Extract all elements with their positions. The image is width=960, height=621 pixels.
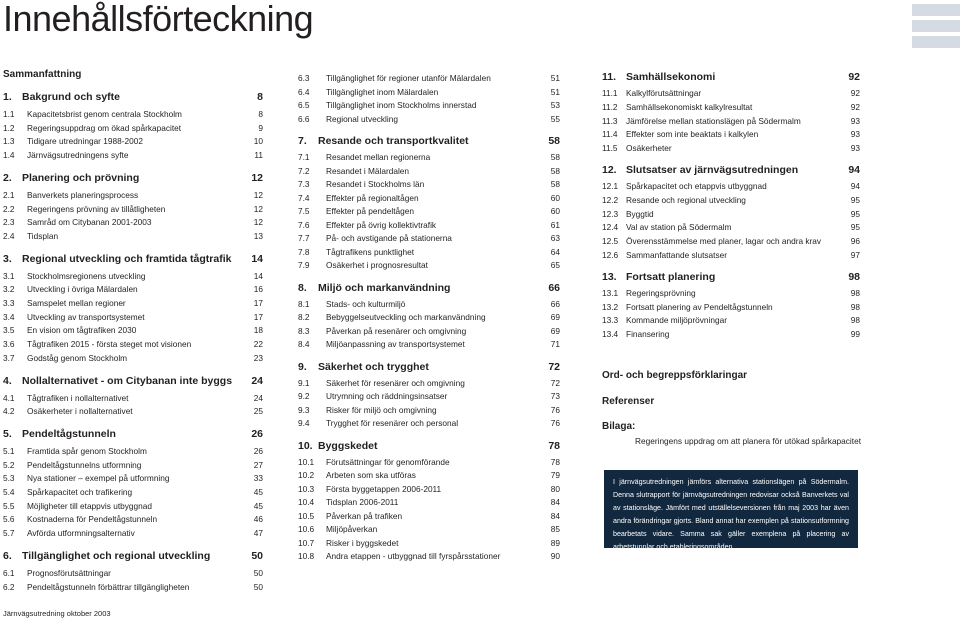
toc-number: 11.5	[602, 143, 618, 154]
toc-page-number: 47	[253, 528, 263, 539]
toc-page-number: 76	[550, 418, 560, 428]
references-heading: Referenser	[602, 396, 655, 407]
toc-page-number: 50	[253, 567, 263, 578]
toc-title: Osäkerheter i nollalternativet	[27, 406, 133, 417]
toc-title: Andra etappen - utbyggnad till fyrspårsstationer	[326, 551, 501, 561]
toc-number: 1.4	[3, 150, 15, 161]
toc-page-number: 45	[253, 500, 263, 511]
toc-page-number: 8	[258, 109, 263, 119]
toc-number: 7.3	[298, 179, 310, 189]
toc-title: Samhällsekonomi	[626, 71, 716, 83]
toc-number: 11.2	[602, 101, 618, 112]
toc-title: Kapacitetsbrist genom centrala Stockholm	[27, 109, 182, 119]
toc-title: Påverkan på trafiken	[326, 510, 403, 521]
toc-page-number: 14	[253, 270, 263, 281]
toc-number: 8.3	[298, 325, 310, 336]
toc-title: Fortsatt planering av Pendeltågstunneln	[626, 301, 773, 312]
toc-number: 7.8	[298, 246, 310, 257]
toc-number: 2.1	[3, 189, 15, 200]
toc-title: Utrymning och räddningsinsatser	[326, 391, 448, 401]
toc-title: Tågtrafiken i nollalternativet	[27, 392, 129, 403]
toc-number: 12.	[602, 164, 617, 176]
toc-number: 7.9	[298, 260, 310, 270]
toc-page-number: 25	[253, 406, 263, 417]
toc-page-number: 72	[550, 377, 560, 388]
toc-title: Stads- och kulturmiljö	[326, 298, 406, 309]
toc-number: 13.4	[602, 329, 619, 340]
toc-number: 11.	[602, 71, 617, 83]
toc-number: 13.	[602, 270, 617, 283]
toc-title: Godståg genom Stockholm	[27, 352, 128, 363]
toc-page-number: 95	[850, 222, 860, 233]
toc-title: Tidsplan 2006-2011	[326, 497, 399, 507]
toc-title: Nya stationer – exempel på utformning	[27, 473, 170, 484]
toc-page-number: 93	[850, 115, 860, 126]
toc-page-number: 16	[253, 284, 263, 295]
toc-page-number: 98	[850, 301, 860, 312]
toc-number: 5.6	[3, 514, 15, 525]
toc-number: 7.2	[298, 165, 310, 176]
toc-page-number: 50	[253, 581, 263, 592]
toc-title: Osäkerhet i prognosresultat	[326, 260, 428, 270]
toc-page-number: 51	[550, 86, 560, 97]
toc-number: 5.7	[3, 528, 15, 539]
toc-number: 7.	[298, 135, 307, 147]
toc-title: Trygghet för resenärer och personal	[326, 418, 459, 428]
toc-number: 12.2	[602, 194, 619, 205]
toc-title: Resandet i Mälardalen	[326, 165, 410, 176]
toc-page-number: 95	[850, 208, 860, 219]
toc-number: 3.2	[3, 284, 15, 295]
toc-page-number: 9	[258, 122, 263, 133]
toc-number: 10.4	[298, 497, 315, 507]
toc-page-number: 93	[850, 129, 860, 140]
toc-title: Effekter på pendeltågen	[326, 206, 414, 216]
toc-number: 5.5	[3, 500, 15, 511]
toc-page-number: 55	[550, 113, 560, 124]
toc-page-number: 60	[550, 206, 560, 216]
toc-page-number: 72	[548, 360, 560, 373]
toc-title: Utveckling av transportsystemet	[27, 311, 145, 322]
toc-page-number: 98	[848, 270, 860, 283]
toc-number: 13.2	[602, 301, 619, 312]
toc-page-number: 12	[253, 203, 263, 214]
toc-number: 10.1	[298, 456, 315, 467]
toc-title: Förutsättningar för genomförande	[326, 456, 450, 467]
toc-title: En vision om tågtrafiken 2030	[27, 325, 137, 336]
toc-title: Regional utveckling	[326, 113, 398, 124]
toc-number: 3.4	[3, 311, 15, 322]
toc-page-number: 69	[550, 325, 560, 336]
page-footer: Järnvägsutredning oktober 2003	[3, 609, 111, 618]
toc-title: Regeringsprövning	[626, 287, 696, 298]
toc-number: 3.3	[3, 298, 15, 308]
toc-page-number: 27	[253, 459, 263, 470]
toc-title: Framtida spår genom Stockholm	[27, 445, 147, 456]
toc-title: Effekter på övrig kollektivtrafik	[326, 219, 437, 230]
toc-page-number: 65	[550, 260, 560, 270]
toc-page-number: 85	[550, 524, 560, 534]
toc-title: Miljöanpassning av transportsystemet	[326, 339, 465, 349]
toc-page-number: 96	[850, 236, 860, 247]
toc-number: 12.3	[602, 208, 619, 219]
toc-number: 12.1	[602, 181, 619, 191]
toc-number: 6.2	[3, 581, 15, 592]
toc-title: Finansering	[626, 329, 670, 340]
note-box: I järnvägsutredningen jämförs alternativa stationslägen på Södermalm. Denna slutrapport för järnvägsutredningen redovisar också Banverkets val av stationsläge. Jämfört med utställelseversionen från maj 2003 har även andra förändringar gjorts. Bland annat har exemplen på stationsutformning bearbetats vidare. Samma sak gäller exemplena på placering av arbetstunnlar och etableringsområden.	[604, 470, 858, 548]
toc-number: 10.3	[298, 483, 315, 494]
toc-number: 1.	[3, 91, 12, 103]
toc-page-number: 33	[253, 473, 263, 484]
toc-page-number: 23	[253, 352, 263, 363]
header-tab-2	[912, 20, 960, 32]
toc-page-number: 18	[253, 325, 263, 336]
toc-number: 11.3	[602, 115, 618, 126]
toc-title: Pendeltågstunneln förbättrar tillgängligheten	[27, 581, 190, 592]
toc-number: 8.4	[298, 339, 310, 349]
toc-title: Tillgänglighet inom Mälardalen	[326, 86, 439, 97]
toc-title: Fortsatt planering	[626, 270, 716, 283]
toc-page-number: 73	[550, 391, 560, 401]
toc-page-number: 95	[850, 194, 860, 205]
toc-title: Avförda utformningsalternativ	[27, 528, 135, 539]
toc-number: 8.	[298, 281, 307, 294]
toc-number: 7.5	[298, 206, 310, 216]
toc-title: På- och avstigande på stationerna	[326, 233, 452, 243]
toc-page-number: 78	[548, 439, 560, 452]
toc-title: Jämförelse mellan stationslägen på Södermalm	[626, 115, 801, 126]
toc-title: Järnvägsutredningens syfte	[27, 150, 129, 161]
toc-title: Tillgänglighet för regioner utanför Mälardalen	[326, 73, 491, 83]
toc-title: Regeringsuppdrag om ökad spårkapacitet	[27, 122, 182, 133]
toc-title: Stockholmsregionens utveckling	[27, 270, 146, 281]
toc-title: Prognosförutsättningar	[27, 567, 111, 578]
toc-title: Byggtid	[626, 208, 654, 219]
toc-number: 3.5	[3, 325, 15, 336]
toc-number: 8.2	[298, 312, 310, 322]
toc-page-number: 24	[253, 392, 263, 403]
toc-title: Utveckling i övriga Mälardalen	[27, 284, 138, 295]
toc-page-number: 58	[550, 165, 560, 176]
summary-heading: Sammanfattning	[3, 69, 82, 80]
toc-page-number: 84	[550, 497, 560, 507]
toc-page-number: 45	[253, 487, 263, 497]
toc-page-number: 26	[251, 427, 263, 440]
toc-page-number: 94	[850, 181, 860, 191]
toc-number: 4.2	[3, 406, 15, 417]
toc-title: Effekter som inte beaktats i kalkylen	[626, 129, 759, 140]
toc-page-number: 69	[550, 312, 560, 322]
toc-number: 8.1	[298, 298, 310, 309]
toc-page-number: 46	[253, 514, 263, 525]
toc-page-number: 97	[850, 250, 860, 260]
toc-number: 12.6	[602, 250, 619, 260]
toc-number: 13.1	[602, 287, 619, 298]
toc-page-number: 92	[850, 101, 860, 112]
toc-page-number: 10	[253, 136, 263, 147]
toc-number: 7.1	[298, 152, 310, 162]
toc-page-number: 17	[253, 298, 263, 308]
toc-title: Nollalternativet - om Citybanan inte byggs	[22, 374, 233, 387]
toc-title: Möjligheter till etappvis utbyggnad	[27, 500, 152, 511]
toc-number: 3.6	[3, 339, 15, 350]
toc-title: Kostnaderna för Pendeltågstunneln	[27, 514, 158, 525]
toc-title: Resande och regional utveckling	[626, 194, 746, 205]
toc-title: Samspelet mellan regioner	[27, 298, 126, 308]
toc-number: 6.1	[3, 567, 15, 578]
toc-title: Säkerhet för resenärer och omgivning	[326, 377, 465, 388]
toc-page-number: 90	[550, 551, 560, 561]
appendix-label: Bilaga:	[602, 421, 636, 432]
toc-page-number: 98	[850, 287, 860, 298]
toc-number: 4.1	[3, 392, 15, 403]
toc-page-number: 24	[251, 374, 263, 387]
toc-page-number: 12	[251, 171, 263, 184]
toc-number: 2.	[3, 171, 12, 184]
toc-page-number: 53	[550, 100, 560, 110]
toc-title: Säkerhet och trygghet	[318, 360, 429, 373]
toc-number: 7.7	[298, 233, 310, 243]
toc-page-number: 58	[550, 179, 560, 189]
toc-title: Resande och transportkvalitet	[318, 135, 469, 147]
toc-number: 11.4	[602, 129, 618, 140]
toc-number: 5.2	[3, 459, 15, 470]
toc-page-number: 93	[850, 143, 860, 154]
toc-number: 10.	[298, 439, 313, 452]
toc-page-number: 11	[254, 150, 263, 161]
toc-number: 5.	[3, 427, 12, 440]
toc-number: 9.2	[298, 391, 310, 401]
toc-title: Osäkerheter	[626, 143, 672, 154]
toc-title: Resandet i Stockholms län	[326, 179, 425, 189]
toc-page-number: 61	[550, 219, 560, 230]
toc-number: 10.5	[298, 510, 315, 521]
toc-page-number: 12	[253, 189, 263, 200]
definitions-heading: Ord- och begreppsförklaringar	[602, 370, 748, 381]
toc-page-number: 63	[550, 233, 560, 243]
toc-number: 3.	[3, 252, 12, 265]
toc-title: Bakgrund och syfte	[22, 91, 121, 103]
toc-number: 1.2	[3, 122, 15, 133]
toc-number: 1.3	[3, 136, 15, 147]
toc-title: Tågtrafiken 2015 - första steget mot visionen	[27, 339, 192, 350]
page-title: Innehållsförteckning	[3, 0, 314, 39]
toc-title: Spårkapacitet och trafikering	[27, 487, 133, 497]
toc-number: 11.1	[602, 88, 618, 98]
toc-page-number: 26	[253, 445, 263, 456]
toc-number: 2.3	[3, 217, 15, 228]
toc-number: 7.6	[298, 219, 310, 230]
toc-page-number: 98	[850, 315, 860, 326]
toc-number: 3.1	[3, 270, 15, 281]
toc-title: Miljö och markanvändning	[318, 281, 451, 294]
toc-number: 9.	[298, 360, 307, 373]
toc-page-number: 64	[550, 246, 560, 257]
toc-title: Tillgänglighet och regional utveckling	[22, 549, 211, 562]
toc-page-number: 94	[848, 164, 860, 176]
toc-page-number: 12	[253, 217, 263, 228]
toc-title: Tidigare utredningar 1988-2002	[27, 136, 143, 147]
toc-page-number: 66	[550, 298, 560, 309]
toc-title: Slutsatser av järnvägsutredningen	[626, 164, 799, 176]
toc-page-number: 58	[548, 135, 560, 147]
toc-title: Tillgänglighet inom Stockholms innerstad	[326, 100, 477, 110]
toc-page-number: 22	[253, 339, 263, 350]
appendix-text: Regeringens uppdrag om att planera för utökad spårkapacitet	[635, 436, 862, 446]
toc-number: 9.3	[298, 404, 310, 415]
toc-page-number: 71	[550, 339, 560, 349]
toc-number: 4.	[3, 374, 12, 387]
toc-page-number: 50	[251, 549, 263, 562]
toc-title: Påverkan på resenärer och omgivning	[326, 325, 467, 336]
toc-title: Pendeltågstunnelns utformning	[27, 459, 142, 470]
toc-title: Planering och prövning	[22, 171, 140, 184]
toc-number: 5.1	[3, 445, 15, 456]
toc-page-number: 79	[550, 470, 560, 480]
toc-number: 2.4	[3, 230, 15, 241]
toc-title: Arbeten som ska utföras	[326, 470, 416, 480]
header-tab-1	[912, 4, 960, 16]
toc-number: 9.4	[298, 418, 310, 428]
toc-title: Miljöpåverkan	[326, 524, 378, 534]
toc-number: 7.4	[298, 192, 310, 203]
toc-title: Pendeltågstunneln	[22, 427, 116, 440]
toc-page-number: 17	[253, 311, 263, 322]
toc-title: Tågtrafikens punktlighet	[326, 246, 415, 257]
toc-title: Samråd om Citybanan 2001-2003	[27, 217, 152, 228]
toc-title: Regional utveckling och framtida tågtrafik	[22, 252, 232, 265]
toc-title: Kalkylförutsättningar	[626, 88, 702, 98]
toc-number: 5.4	[3, 487, 15, 497]
toc-title: Bebyggelseutveckling och markanvändning	[326, 312, 486, 322]
toc-number: 13.3	[602, 315, 619, 326]
toc-title: Byggskedet	[318, 439, 378, 452]
toc-page-number: 84	[550, 510, 560, 521]
toc-number: 12.4	[602, 222, 619, 233]
toc-page-number: 92	[848, 71, 860, 83]
toc-title: Överensstämmelse med planer, lagar och andra krav	[626, 236, 822, 247]
toc-number: 10.7	[298, 537, 315, 548]
toc-number: 10.8	[298, 551, 315, 561]
toc-page-number: 89	[550, 537, 560, 548]
toc-number: 6.4	[298, 86, 310, 97]
toc-page-number: 51	[550, 73, 560, 83]
toc-number: 6.3	[298, 73, 310, 83]
toc-page-number: 60	[550, 192, 560, 203]
toc-title: Val av station på Södermalm	[626, 222, 732, 233]
toc-page-number: 58	[550, 152, 560, 162]
toc-title: Tidsplan	[27, 230, 59, 241]
toc-number: 5.3	[3, 473, 15, 484]
toc-number: 1.1	[3, 109, 15, 119]
toc-page-number: 8	[257, 91, 263, 103]
toc-page-number: 78	[550, 456, 560, 467]
toc-page-number: 80	[550, 483, 560, 494]
toc-title: Sammanfattande slutsatser	[626, 250, 727, 260]
toc-page-number: 92	[850, 88, 860, 98]
toc-number: 10.6	[298, 524, 315, 534]
toc-title: Regeringens prövning av tillåtligheten	[27, 203, 166, 214]
toc-title: Kommande miljöprövningar	[626, 315, 727, 326]
toc-page-number: 99	[850, 329, 860, 340]
toc-number: 12.5	[602, 236, 619, 247]
toc-title: Spårkapacitet och etappvis utbyggnad	[626, 181, 767, 191]
header-tab-3	[912, 36, 960, 48]
toc-number: 6.5	[298, 100, 310, 110]
toc-number: 6.6	[298, 113, 310, 124]
toc-number: 6.	[3, 549, 12, 562]
toc-number: 9.1	[298, 377, 310, 388]
toc-title: Banverkets planeringsprocess	[27, 189, 139, 200]
toc-title: Risker för miljö och omgivning	[326, 404, 437, 415]
toc-number: 3.7	[3, 352, 15, 363]
toc-page-number: 13	[253, 230, 263, 241]
toc-title: Samhällsekonomiskt kalkylresultat	[626, 101, 753, 112]
toc-title: Risker i byggskedet	[326, 537, 399, 548]
toc-page-number: 66	[548, 281, 560, 294]
toc-page-number: 14	[251, 252, 263, 265]
toc-title: Resandet mellan regionerna	[326, 152, 431, 162]
toc-title: Första byggetappen 2006-2011	[326, 483, 442, 494]
toc-number: 2.2	[3, 203, 15, 214]
toc-page-number: 76	[550, 404, 560, 415]
toc-title: Effekter på regionaltågen	[326, 192, 419, 203]
toc-number: 10.2	[298, 470, 315, 480]
